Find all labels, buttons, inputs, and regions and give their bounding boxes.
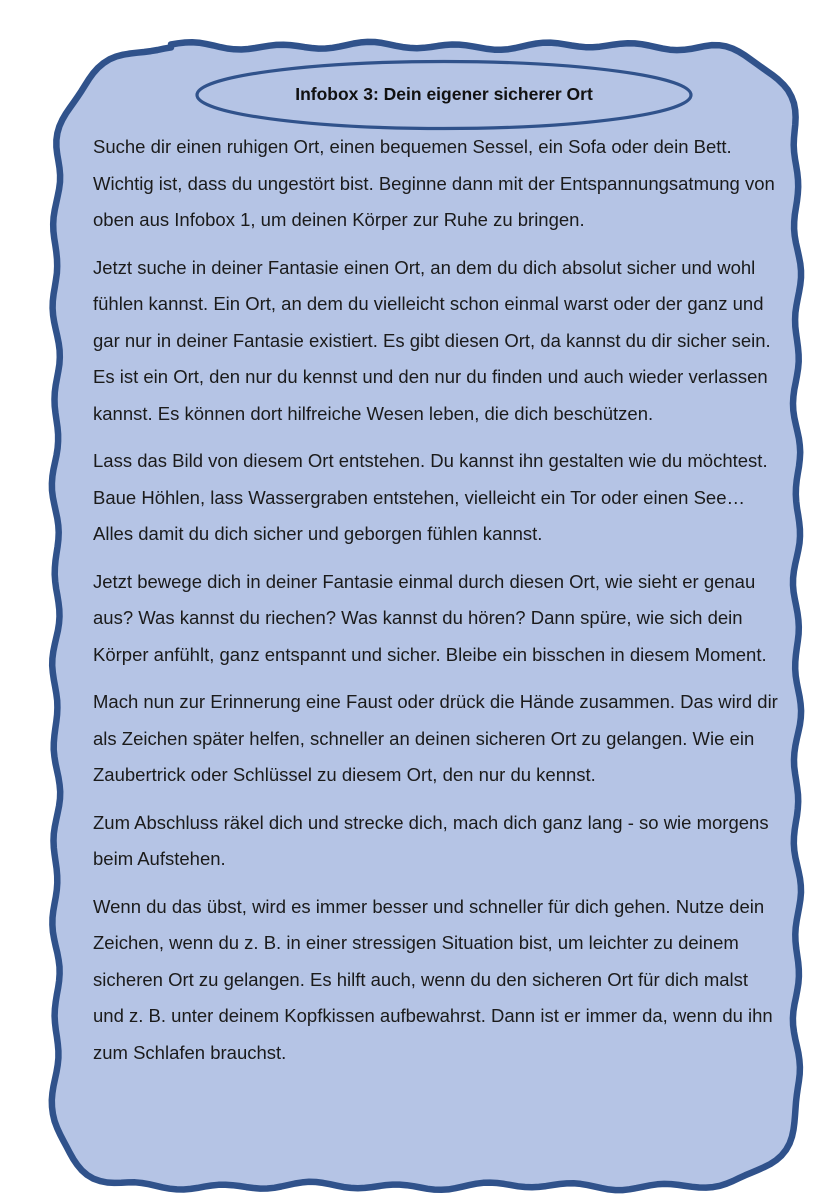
paragraph-7: Wenn du das übst, wird es immer besser und schneller für dich gehen. Nutze dein Zeichen, wenn du z. B. in einer stressigen Situation bist, um leichter zu deinem sicheren Ort zu gelangen. Es hilft auch, wenn du den sicheren Ort für dich malst und z. B. unter deinem Kopfkissen aufbewahrst. Dann ist er immer da, wenn du ihn zum Schlafen brauchst.: [93, 895, 773, 1063]
paragraph-6: Zum Abschluss räkel dich und strecke dich, mach dich ganz lang - so wie morgens beim Aufstehen.: [93, 811, 769, 869]
paragraph-3: Lass das Bild von diesem Ort entstehen. Du kannst ihn gestalten wie du möchtest. Baue Höhlen, lass Wassergraben entstehen, vielleicht ein Tor oder einen See… Alles damit du dich sicher und geborgen fühlen kannst.: [93, 450, 768, 544]
paragraph-1: Suche dir einen ruhigen Ort, einen bequemen Sessel, ein Sofa oder dein Bett. Wichtig ist, dass du ungestört bist. Beginne dann mit der Entspannungsatmung von oben aus Infobox 1, um deinen Körper zur Ruhe zu bringen.: [93, 136, 775, 230]
paragraph-4: Jetzt bewege dich in deiner Fantasie einmal durch diesen Ort, wie sieht er genau aus? Was kannst du riechen? Was kannst du hören? Dann spüre, wie sich dein Körper anfühlt, ganz entspannt und sicher. Bleibe ein bisschen in diesem Moment.: [93, 570, 767, 665]
infobox-title: Infobox 3: Dein eigener sicherer Ort: [295, 84, 593, 104]
paragraph-2: Jetzt suche in deiner Fantasie einen Ort, an dem du dich absolut sicher und wohl fühlen kannst. Ein Ort, an dem du vielleicht schon einmal warst oder der ganz und gar nur in deiner Fantasie existiert. Es gibt diesen Ort, da kannst du dir sicher sein. Es ist ein Ort, den nur du kennst und den nur du finden und auch wieder verlassen kannst. Es können dort hilfreiche Wesen leben, die dich beschützen.: [93, 256, 771, 424]
infobox-body: [93, 129, 783, 1082]
paragraph-5: Mach nun zur Erinnerung eine Faust oder drück die Hände zusammen. Das wird dir als Zeichen später helfen, schneller an deinen sicheren Ort zu gelangen. Wie ein Zaubertrick oder Schlüssel zu diesem Ort, den nur du kennst.: [93, 691, 778, 785]
